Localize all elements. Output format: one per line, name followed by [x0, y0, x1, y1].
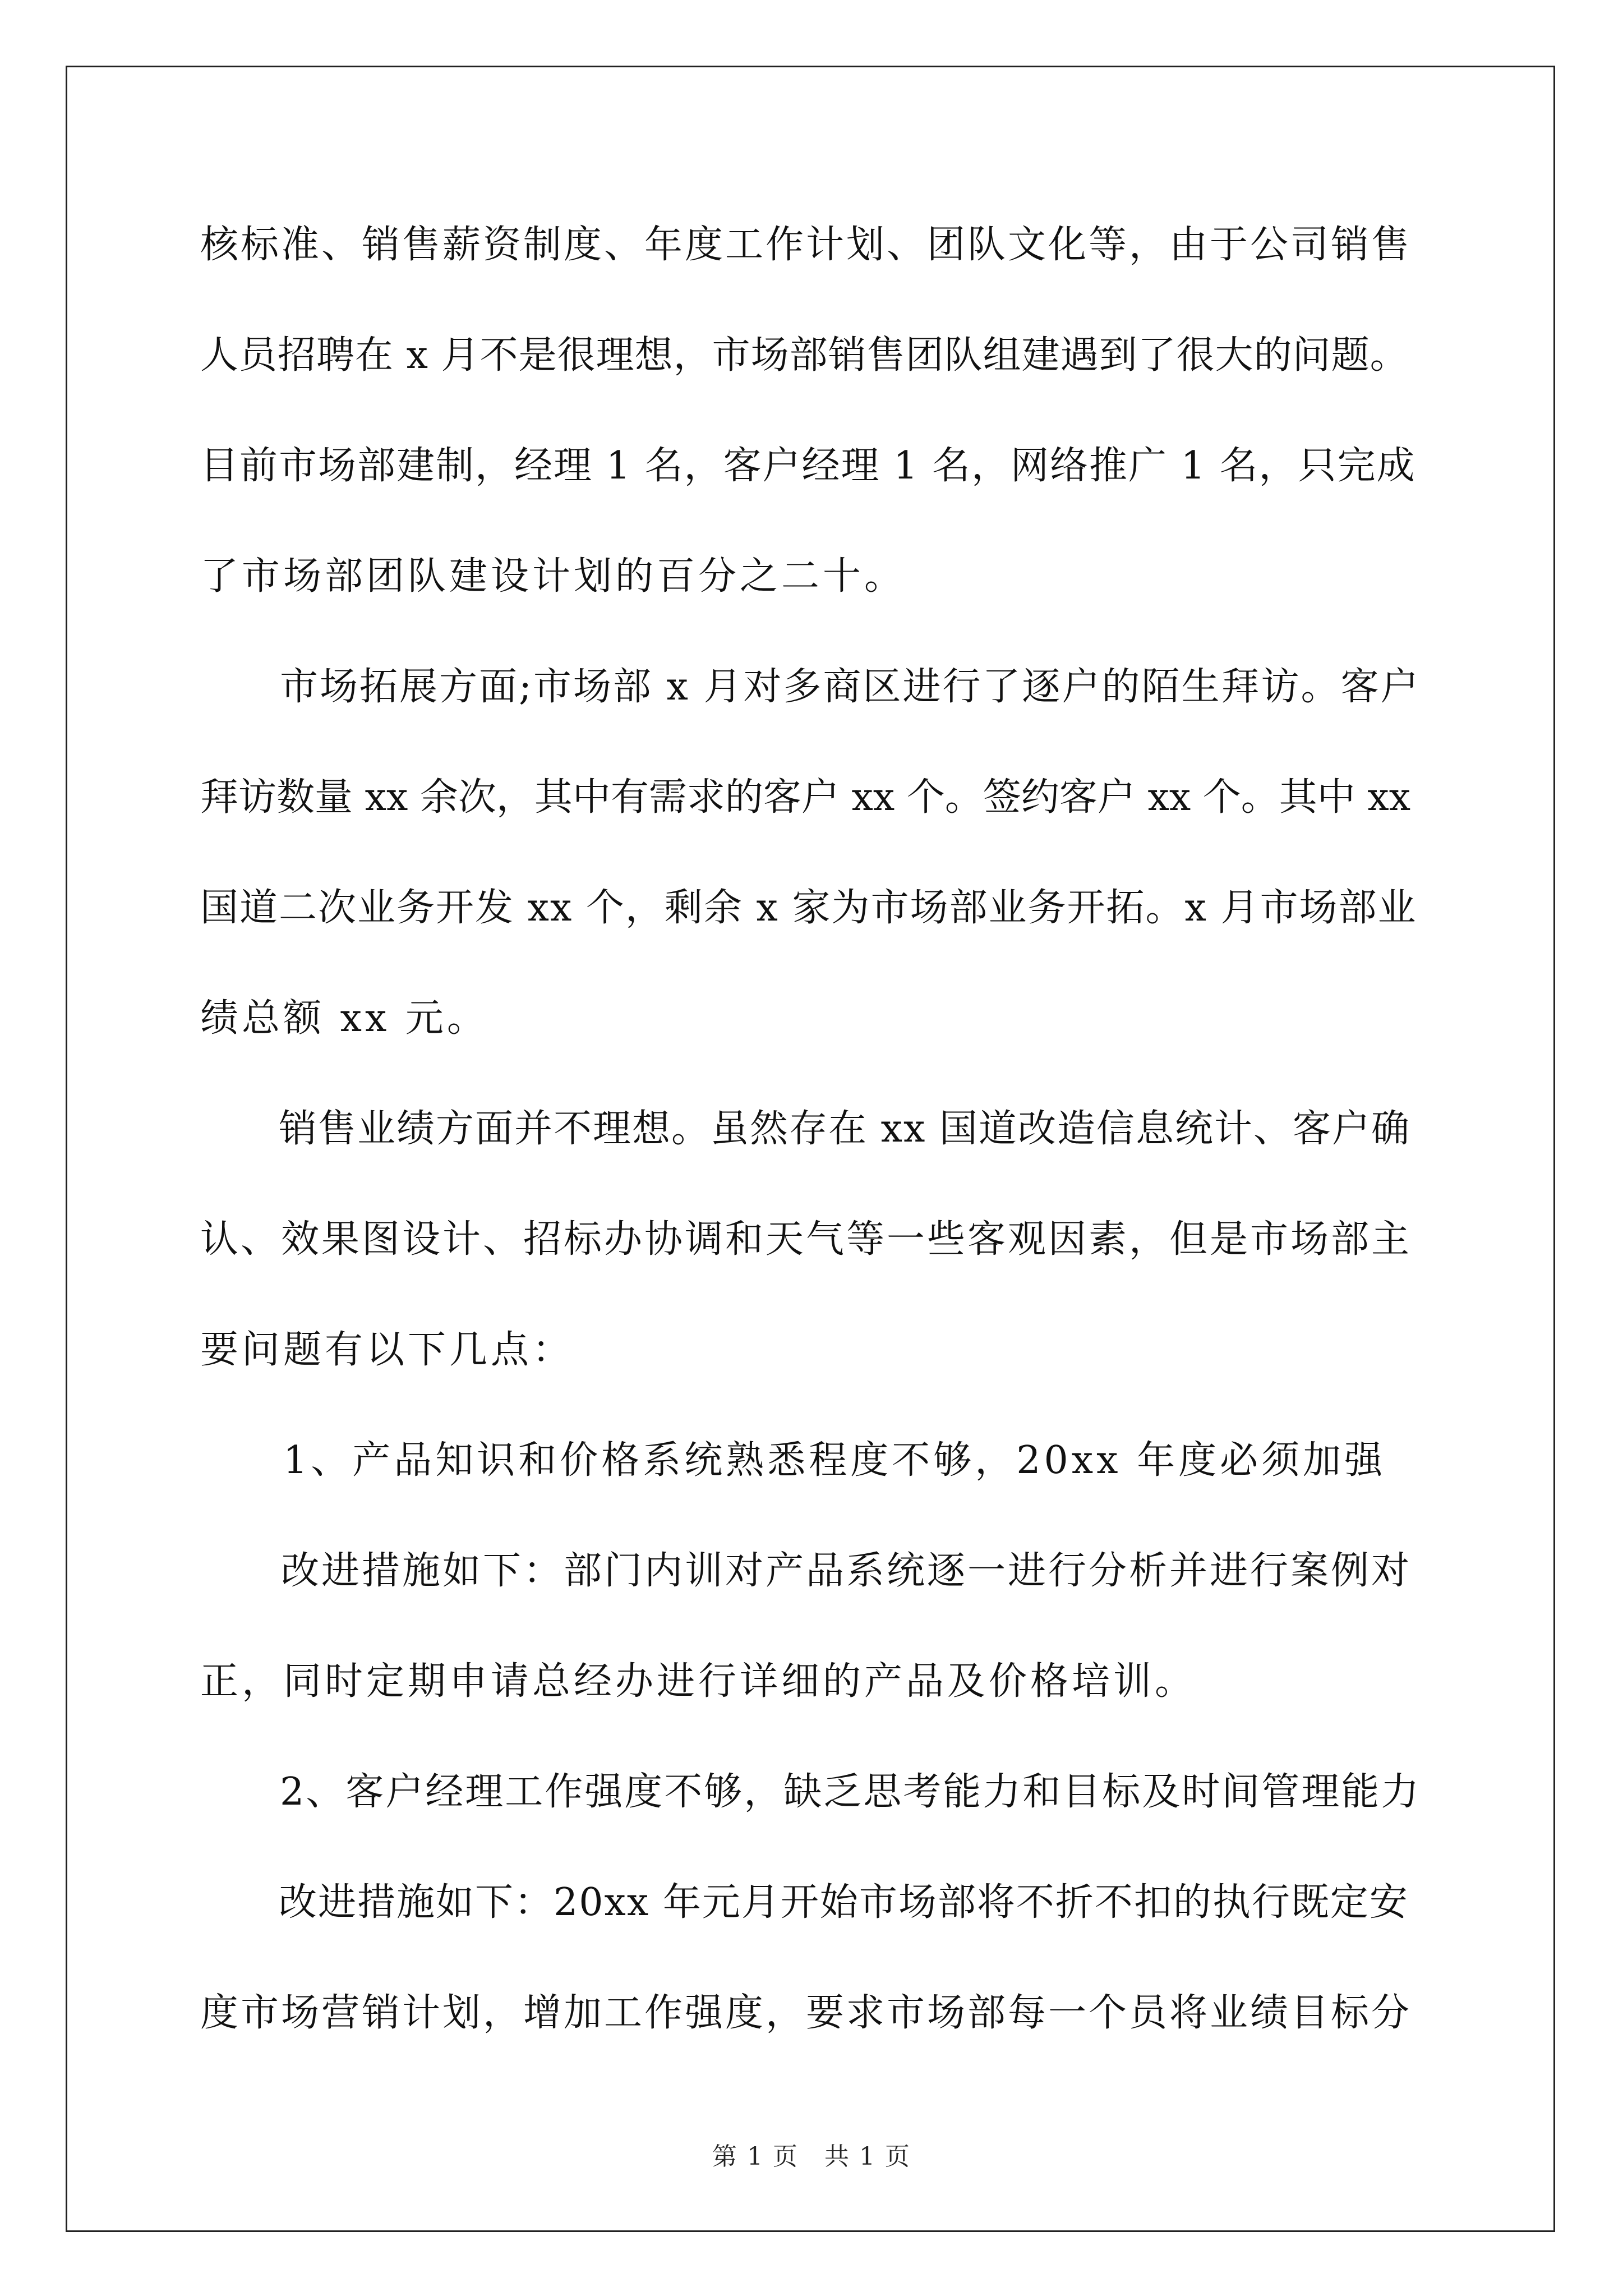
text-line: 认、效果图设计、招标办协调和天气等一些客观因素，但是市场部主 — [200, 1217, 1412, 1262]
text-line: 改进措施如下：20xx 年元月开始市场部将不折不扣的执行既定安 — [200, 1880, 1409, 1925]
text-line: 目前市场部建制，经理 1 名，客户经理 1 名，网络推广 1 名，只完成 — [200, 444, 1416, 488]
text-line: 拜访数量 xx 余次，其中有需求的客户 xx 个。签约客户 xx 个。其中 xx — [200, 775, 1411, 820]
text-line: 正，同时定期申请总经办进行详细的产品及价格培训。 — [200, 1659, 1197, 1704]
text-line: 销售业绩方面并不理想。虽然存在 xx 国道改造信息统计、客户确 — [200, 1107, 1410, 1151]
text-line: 改进措施如下：部门内训对产品系统逐一进行分析并进行案例对 — [200, 1549, 1412, 1593]
text-line: 度市场营销计划，增加工作强度，要求市场部每一个员将业绩目标分 — [200, 1991, 1412, 2035]
text-line: 了市场部团队建设计划的百分之二十。 — [200, 554, 906, 599]
page-number-footer: 第 1 页 共 1 页 — [712, 2142, 911, 2171]
text-line: 市场拓展方面;市场部 x 月对多商区进行了逐户的陌生拜访。客户 — [200, 665, 1421, 709]
text-line: 核标准、销售薪资制度、年度工作计划、团队文化等，由于公司销售 — [200, 223, 1412, 267]
text-line: 1、产品知识和价格系统熟悉程度不够，20xx 年度必须加强 — [200, 1438, 1386, 1483]
text-line: 人员招聘在 x 月不是很理想，市场部销售团队组建遇到了很大的问题。 — [200, 333, 1409, 378]
text-line: 要问题有以下几点： — [200, 1328, 574, 1372]
text-line: 2、客户经理工作强度不够，缺乏思考能力和目标及时间管理能力 — [200, 1770, 1421, 1814]
text-line: 绩总额 xx 元。 — [200, 996, 488, 1041]
text-line: 国道二次业务开发 xx 个，剩余 x 家为市场部业务开拓。x 月市场部业 — [200, 886, 1417, 930]
